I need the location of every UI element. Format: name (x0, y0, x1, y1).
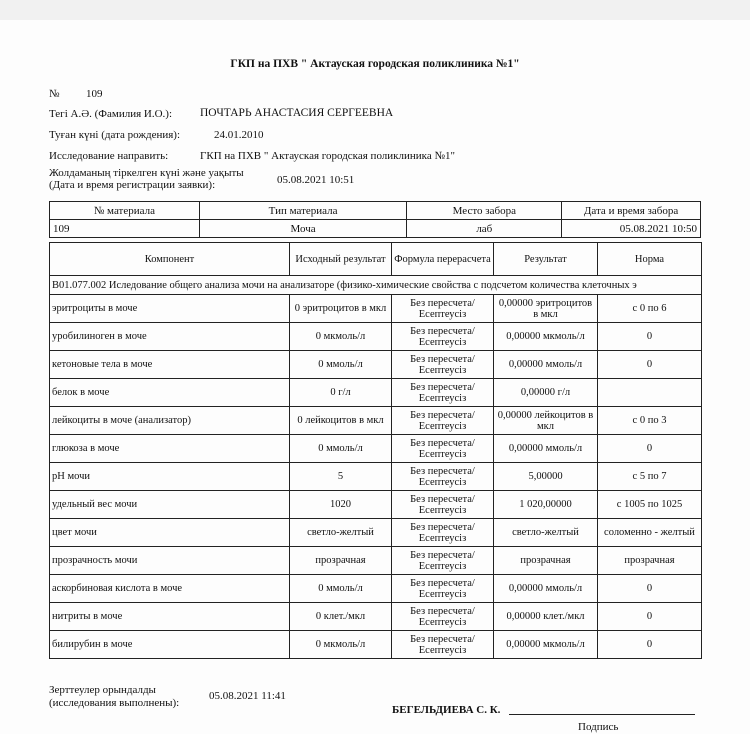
result-value: 0,00000 мкмоль/л (494, 631, 598, 659)
material-place-header: Место забора (407, 202, 562, 220)
results-table (49, 242, 702, 659)
formula: Без пересчета/ Есептеусіз (392, 603, 494, 631)
component-header: Компонент (50, 243, 290, 276)
result-value: 0,00000 ммоль/л (494, 575, 598, 603)
source-result: 0 ммоль/л (290, 575, 392, 603)
signature-label: Подпись (578, 721, 619, 733)
result-value: прозрачная (494, 547, 598, 575)
component-name: удельный вес мочи (50, 491, 290, 519)
norm-value: 0 (598, 323, 702, 351)
table-row (50, 519, 702, 547)
norm-value: прозрачная (598, 547, 702, 575)
material-type-header: Тип материала (199, 202, 407, 220)
result-value: 1 020,00000 (494, 491, 598, 519)
component-name: прозрачность мочи (50, 547, 290, 575)
source-result: светло-желтый (290, 519, 392, 547)
norm-value: соломенно - желтый (598, 519, 702, 547)
material-datetime-header: Дата и время забора (562, 202, 701, 220)
table-row (50, 631, 702, 659)
formula: Без пересчета/ Есептеусіз (392, 631, 494, 659)
result-value: 0,00000 г/л (494, 379, 598, 407)
material-type: Моча (199, 220, 407, 238)
formula: Без пересчета/ Есептеусіз (392, 323, 494, 351)
norm-value (598, 379, 702, 407)
table-row (50, 295, 702, 323)
result-value: 0,00000 лейкоцитов в мкл (494, 407, 598, 435)
table-row (50, 463, 702, 491)
table-row (50, 575, 702, 603)
source-result: 5 (290, 463, 392, 491)
result-header: Результат (494, 243, 598, 276)
norm-header: Норма (598, 243, 702, 276)
component-name: цвет мочи (50, 519, 290, 547)
table-row (50, 491, 702, 519)
registration-label-kz: Жолдаманың тіркелген күні және уақыты (49, 167, 244, 179)
direction-value: ГКП на ПХВ " Актауская городская поликлиника №1" (200, 150, 455, 162)
number-value: 109 (86, 88, 103, 100)
patient-name: ПОЧТАРЬ АНАСТАСИЯ СЕРГЕЕВНА (200, 107, 394, 119)
formula: Без пересчета/ Есептеусіз (392, 491, 494, 519)
table-row (50, 435, 702, 463)
registration-datetime: 05.08.2021 10:51 (277, 174, 355, 186)
completed-label-ru: (исследования выполнены): (49, 697, 180, 709)
source-result: 0 ммоль/л (290, 351, 392, 379)
component-name: эритроциты в моче (50, 295, 290, 323)
norm-value: с 5 по 7 (598, 463, 702, 491)
result-value: 0,00000 мкмоль/л (494, 323, 598, 351)
source-result: 0 клет./мкл (290, 603, 392, 631)
material-place: лаб (407, 220, 562, 238)
source-result: 0 г/л (290, 379, 392, 407)
registration-label-ru: (Дата и время регистрации заявки): (49, 179, 216, 191)
formula: Без пересчета/ Есептеусіз (392, 575, 494, 603)
source-result-header: Исходный результат (290, 243, 392, 276)
norm-value: с 0 по 3 (598, 407, 702, 435)
norm-value: 0 (598, 575, 702, 603)
norm-value: с 0 по 6 (598, 295, 702, 323)
component-name: нитриты в моче (50, 603, 290, 631)
table-row (50, 379, 702, 407)
result-value: 0,00000 клет./мкл (494, 603, 598, 631)
table-row (50, 351, 702, 379)
result-value: 0,00000 ммоль/л (494, 435, 598, 463)
formula: Без пересчета/ Есептеусіз (392, 435, 494, 463)
component-name: pH мочи (50, 463, 290, 491)
source-result: 0 эритроцитов в мкл (290, 295, 392, 323)
formula: Без пересчета/ Есептеусіз (392, 407, 494, 435)
component-name: лейкоциты в моче (анализатор) (50, 407, 290, 435)
completed-datetime: 05.08.2021 11:41 (209, 690, 286, 702)
formula-header: Формула перерасчета (392, 243, 494, 276)
material-number-header: № материала (50, 202, 200, 220)
norm-value: 0 (598, 351, 702, 379)
norm-value: 0 (598, 631, 702, 659)
document-title: ГКП на ПХВ " Актауская городская поликлиника №1" (230, 58, 520, 70)
component-name: билирубин в моче (50, 631, 290, 659)
norm-value: с 1005 по 1025 (598, 491, 702, 519)
birth-label: Туған күні (дата рождения): (49, 129, 181, 141)
result-value: светло-желтый (494, 519, 598, 547)
component-name: глюкоза в моче (50, 435, 290, 463)
table-row (50, 603, 702, 631)
component-name: аскорбиновая кислота в моче (50, 575, 290, 603)
material-number: 109 (50, 220, 200, 238)
material-datetime: 05.08.2021 10:50 (562, 220, 701, 238)
source-result: прозрачная (290, 547, 392, 575)
formula: Без пересчета/ Есептеусіз (392, 295, 494, 323)
doctor-name: БЕГЕЛЬДИЕВА С. К. (392, 704, 501, 716)
source-result: 1020 (290, 491, 392, 519)
source-result: 0 мкмоль/л (290, 323, 392, 351)
test-section-title: B01.077.002 Иследование общего анализа мочи на анализаторе (физико-химические свойства с подсчетом количества клеточных э (50, 276, 702, 295)
component-name: белок в моче (50, 379, 290, 407)
direction-label: Исследование направить: (49, 150, 169, 162)
source-result: 0 мкмоль/л (290, 631, 392, 659)
component-name: уробилиноген в моче (50, 323, 290, 351)
page-top-margin (0, 0, 750, 20)
source-result: 0 ммоль/л (290, 435, 392, 463)
material-table (49, 201, 701, 238)
formula: Без пересчета/ Есептеусіз (392, 351, 494, 379)
norm-value: 0 (598, 435, 702, 463)
birth-date: 24.01.2010 (214, 129, 264, 141)
formula: Без пересчета/ Есептеусіз (392, 547, 494, 575)
formula: Без пересчета/ Есептеусіз (392, 379, 494, 407)
result-value: 5,00000 (494, 463, 598, 491)
table-row (50, 407, 702, 435)
formula: Без пересчета/ Есептеусіз (392, 463, 494, 491)
formula: Без пересчета/ Есептеусіз (392, 519, 494, 547)
number-label: № (49, 88, 60, 100)
table-row (50, 547, 702, 575)
source-result: 0 лейкоцитов в мкл (290, 407, 392, 435)
component-name: кетоновые тела в моче (50, 351, 290, 379)
result-value: 0,00000 эритроцитов в мкл (494, 295, 598, 323)
name-label: Тегі А.Ә. (Фамилия И.О.): (49, 108, 173, 120)
result-value: 0,00000 ммоль/л (494, 351, 598, 379)
table-row (50, 323, 702, 351)
norm-value: 0 (598, 603, 702, 631)
completed-label-kz: Зерттеулер орындалды (49, 684, 156, 696)
signature-line (509, 714, 695, 715)
